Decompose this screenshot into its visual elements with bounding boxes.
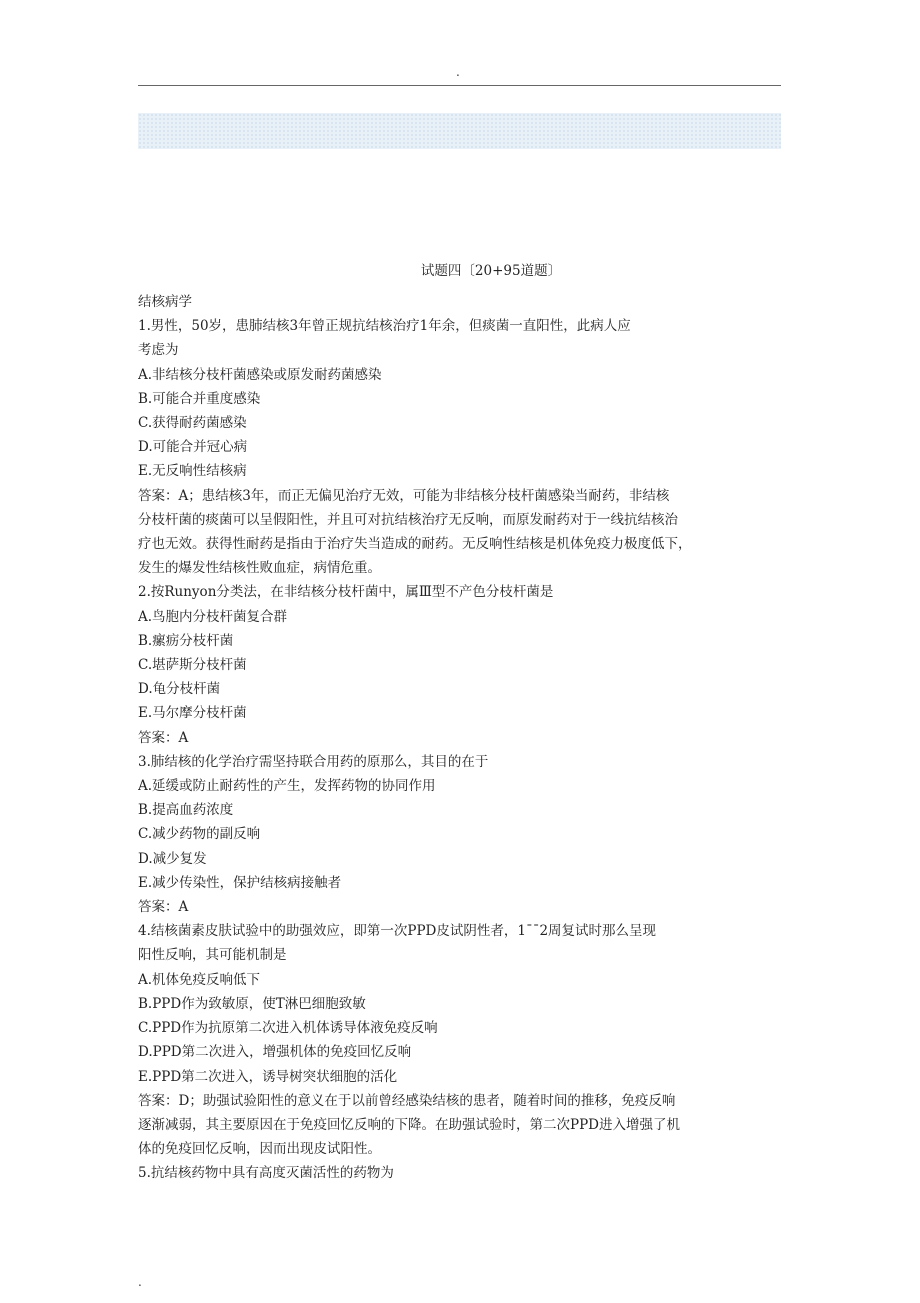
text-line: C.堪萨斯分枝杆菌 (138, 657, 247, 674)
text-line: E.减少传染性，保护结核病接触者 (138, 874, 342, 891)
text-line: 发生的爆发性结核性败血症，病情危重。 (138, 560, 381, 577)
text-line: C.减少药物的副反响 (138, 826, 261, 843)
text-line: B.瘰疬分枝杆菌 (138, 632, 234, 649)
text-line: 答案：A (138, 729, 189, 746)
text-line: D.减少复发 (138, 850, 207, 867)
text-line: D.PPD第二次进入，增强机体的免疫回忆反响 (138, 1044, 412, 1061)
text-line: 答案：D；助强试验阳性的意义在于以前曾经感染结核的患者，随着时间的推移，免疫反响 (138, 1092, 676, 1109)
header-dot: . (456, 65, 460, 79)
footer-dot: . (138, 1275, 142, 1289)
text-line: D.龟分枝杆菌 (138, 681, 221, 698)
text-line: E.PPD第二次进入，诱导树突状细胞的活化 (138, 1068, 398, 1085)
text-line: 体的免疫回忆反响，因而出现皮试阳性。 (138, 1141, 381, 1158)
text-line: 答案：A；患结核3年，而正无偏见治疗无效，可能为非结核分枝杆菌感染当耐药，非结核 (138, 487, 670, 504)
text-line: 1.男性，50岁，患肺结核3年曾正规抗结核治疗1年余，但痰菌一直阳性，此病人应 (138, 318, 631, 335)
text-line: 4.结核菌素皮肤试验中的助强效应，即第一次PPD皮试阴性者，1¯¯2周复试时那么呈现 (138, 923, 657, 940)
text-line: B.可能合并重度感染 (138, 390, 261, 407)
text-line: C.获得耐药菌感染 (138, 415, 247, 432)
text-line: E.马尔摩分枝杆菌 (138, 705, 247, 722)
text-line: 逐渐减弱，其主要原因在于免疫回忆反响的下降。在助强试验时，第二次PPD进入增强了机 (138, 1116, 680, 1133)
text-line: 5.抗结核药物中具有高度灭菌活性的药物为 (138, 1165, 394, 1182)
banner-strip (138, 113, 781, 149)
document-body (138, 290, 778, 1186)
text-line: D.可能合并冠心病 (138, 439, 248, 456)
text-line: 答案：A (138, 899, 189, 916)
text-line: 2.按Runyon分类法，在非结核分枝杆菌中，属Ⅲ型不产色分枝杆菌是 (138, 584, 554, 601)
text-line: 分枝杆菌的痰菌可以呈假阳性，并且可对抗结核治疗无反响，而原发耐药对于一线抗结核治 (138, 511, 678, 528)
text-line: 结核病学 (138, 294, 192, 310)
text-line: 3.肺结核的化学治疗需坚持联合用药的原那么，其目的在于 (138, 753, 489, 770)
text-line: 考虑为 (138, 342, 179, 359)
text-line: B.提高血药浓度 (138, 802, 234, 819)
text-line: 阳性反响，其可能机制是 (138, 947, 287, 964)
text-line: A.延缓或防止耐药性的产生，发挥药物的协同作用 (138, 778, 436, 795)
text-line: C.PPD作为抗原第二次进入机体诱导体液免疫反响 (138, 1020, 438, 1037)
text-line: A.鸟胞内分枝杆菌复合群 (138, 608, 288, 625)
text-line: A.机体免疫反响低下 (138, 971, 261, 988)
text-line: E.无反响性结核病 (138, 463, 247, 480)
document-title: 试题四〔20+95道题〕 (420, 263, 562, 279)
text-line: A.非结核分枝杆菌感染或原发耐药菌感染 (138, 366, 382, 383)
text-line: B.PPD作为致敏原，使T淋巴细胞致敏 (138, 995, 366, 1012)
text-line: 疗也无效。获得性耐药是指由于治疗失当造成的耐药。无反响性结核是机体免疫力极度低下， (138, 536, 692, 553)
header-rule (138, 85, 781, 86)
